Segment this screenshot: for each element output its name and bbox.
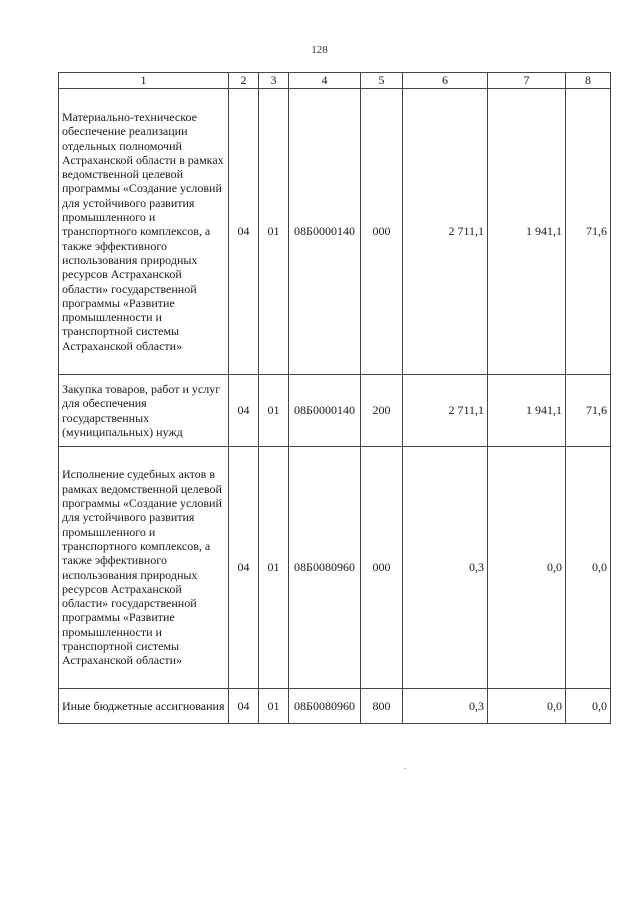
cell-value-8: 0,0 (566, 447, 611, 689)
cell-subsection: 01 (259, 689, 289, 724)
cell-value-6: 2 711,1 (403, 89, 488, 375)
table-row (59, 689, 611, 724)
column-header-6: 6 (403, 73, 488, 89)
header-row (59, 73, 611, 89)
cell-value-6: 0,3 (403, 689, 488, 724)
row-description: Исполнение судебных актов в рамках ведомственной целевой программы «Создание условий для устойчивого развития промышленного и транспортного комплексов, а также эффективного использования природных ресурсов Астраханской области» государственной программы «Развитие промышленности и транспортной системы Астраханской области» (59, 447, 229, 689)
column-header-5: 5 (361, 73, 403, 89)
cell-target-article: 08Б0080960 (289, 447, 361, 689)
cell-expense-type: 200 (361, 375, 403, 447)
cell-value-7: 1 941,1 (488, 89, 566, 375)
cell-value-7: 0,0 (488, 447, 566, 689)
table-row (59, 89, 611, 375)
cell-target-article: 08Б0000140 (289, 375, 361, 447)
row-description: Материально-техническое обеспечение реализации отдельных полномочий Астраханской области в рамках ведомственной целевой программы «Создание условий для устойчивого развития промышленного и транспортного комплексов, а также эффективного использования природных ресурсов Астраханской области» государственной программы «Развитие промышленности и транспортной системы Астраханской области» (59, 89, 229, 375)
column-header-7: 7 (488, 73, 566, 89)
cell-value-7: 0,0 (488, 689, 566, 724)
cell-value-6: 0,3 (403, 447, 488, 689)
cell-value-8: 71,6 (566, 89, 611, 375)
cell-subsection: 01 (259, 375, 289, 447)
scan-speck (404, 768, 406, 769)
table-row (59, 447, 611, 689)
column-header-8: 8 (566, 73, 611, 89)
cell-section: 04 (229, 375, 259, 447)
cell-target-article: 08Б0080960 (289, 689, 361, 724)
cell-section: 04 (229, 89, 259, 375)
cell-expense-type: 000 (361, 89, 403, 375)
budget-table (58, 72, 611, 724)
cell-value-8: 0,0 (566, 689, 611, 724)
cell-section: 04 (229, 689, 259, 724)
cell-value-6: 2 711,1 (403, 375, 488, 447)
cell-target-article: 08Б0000140 (289, 89, 361, 375)
cell-expense-type: 000 (361, 447, 403, 689)
cell-subsection: 01 (259, 89, 289, 375)
page-number: 128 (311, 44, 328, 56)
row-description: Закупка товаров, работ и услуг для обеспечения государственных (муниципальных) нужд (59, 375, 229, 447)
column-header-1: 1 (59, 73, 229, 89)
column-header-4: 4 (289, 73, 361, 89)
row-description: Иные бюджетные ассигнования (59, 689, 229, 724)
cell-value-8: 71,6 (566, 375, 611, 447)
column-header-2: 2 (229, 73, 259, 89)
cell-subsection: 01 (259, 447, 289, 689)
cell-value-7: 1 941,1 (488, 375, 566, 447)
cell-expense-type: 800 (361, 689, 403, 724)
cell-section: 04 (229, 447, 259, 689)
table-row (59, 375, 611, 447)
column-header-3: 3 (259, 73, 289, 89)
